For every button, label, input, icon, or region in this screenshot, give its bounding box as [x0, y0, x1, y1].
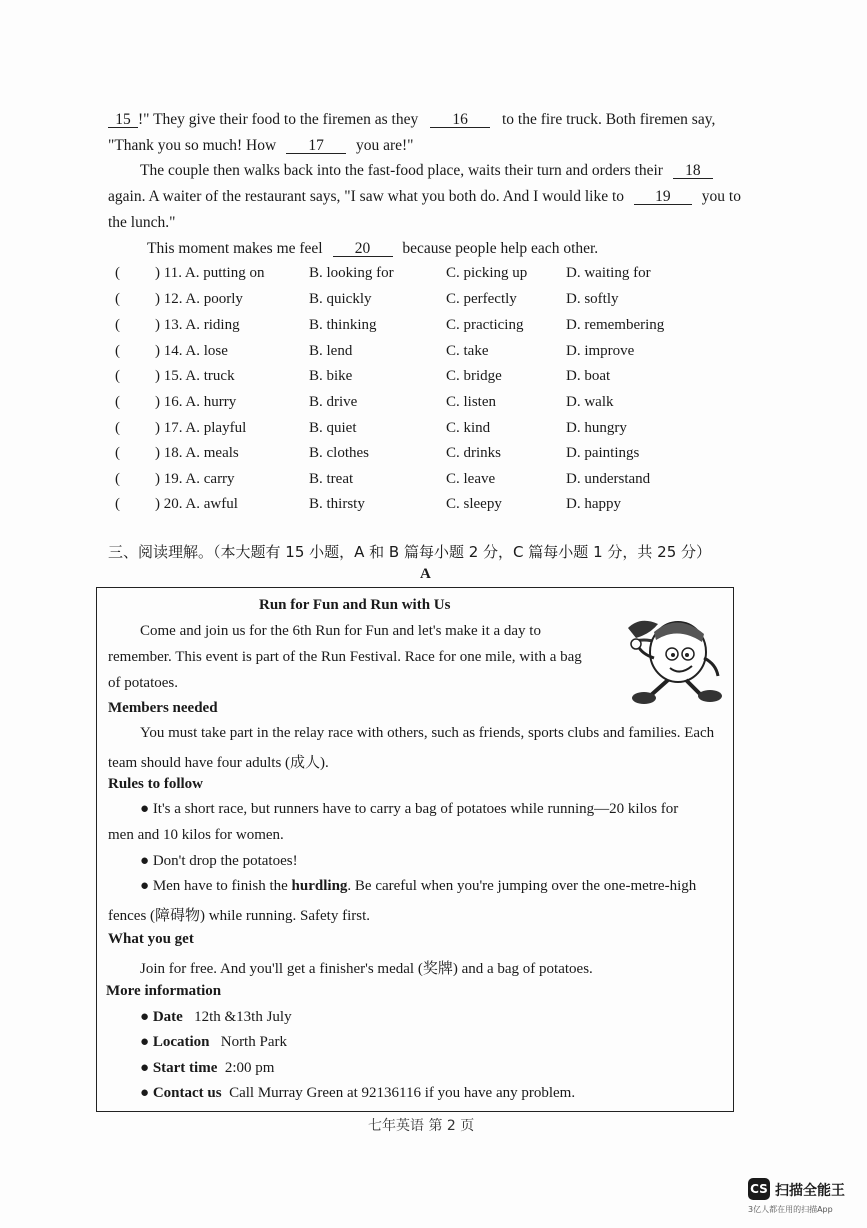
answer-bracket[interactable]: (: [115, 394, 120, 410]
info-label: Location: [152, 1034, 210, 1050]
bullet-icon: ●: [140, 1060, 150, 1076]
info-label: Contact us: [152, 1085, 222, 1101]
answer-bracket[interactable]: (: [115, 445, 120, 461]
option-c: C. practicing: [446, 317, 524, 333]
info-start-time: [140, 1060, 274, 1077]
bullet-icon: ●: [140, 853, 150, 869]
question-number: ) 15. A. truck: [155, 368, 235, 384]
option-b: B. thinking: [309, 317, 377, 333]
passage-line-1: [108, 111, 715, 129]
question-number: ) 14. A. lose: [155, 343, 228, 359]
question-number: ) 19. A. carry: [155, 471, 235, 487]
heading-what-you-get: What you get: [108, 931, 194, 947]
option-c: C. listen: [446, 394, 497, 410]
rule-text: . Be careful when you're jumping over the one-metre-high: [347, 878, 697, 894]
option-b: B. quickly: [309, 291, 372, 307]
passage-text: because people help each other.: [402, 240, 599, 257]
blank-17: 17: [286, 138, 346, 154]
option-b: B. thirsty: [309, 496, 365, 512]
answer-bracket[interactable]: (: [115, 471, 120, 487]
question-number: ) 20. A. awful: [155, 496, 238, 512]
info-location: [140, 1034, 287, 1051]
option-c: C. leave: [446, 471, 496, 487]
option-d: D. hungry: [566, 420, 627, 436]
members-line-2: team should have four adults (成人).: [108, 755, 329, 771]
bullet-icon: ●: [140, 801, 150, 817]
option-d: D. walk: [566, 394, 614, 410]
option-b: B. clothes: [309, 445, 369, 461]
answer-bracket[interactable]: (: [115, 496, 120, 512]
option-c: C. kind: [446, 420, 491, 436]
section-heading: 三、阅读理解。（本大题有 15 小题，A 和 B 篇每小题 2 分，C 篇每小题 1 分，共 25 分）: [108, 543, 712, 561]
running-potato-icon: [620, 598, 728, 710]
question-number: ) 13. A. riding: [155, 317, 240, 333]
part-label: A: [420, 566, 431, 582]
heading-rules: Rules to follow: [108, 776, 203, 792]
option-c: C. drinks: [446, 445, 502, 461]
option-d: D. remembering: [566, 317, 665, 333]
info-date: [140, 1009, 292, 1026]
blank-15: 15: [108, 112, 138, 128]
answer-bracket[interactable]: (: [115, 343, 120, 359]
answer-bracket[interactable]: (: [115, 265, 120, 281]
question-number: ) 12. A. poorly: [155, 291, 243, 307]
info-value: 12th &13th July: [194, 1009, 292, 1025]
intro-line-1: Come and join us for the 6th Run for Fun and let's make it a day to: [140, 623, 541, 639]
passage-text: "Thank you so much! How: [108, 137, 277, 154]
intro-line-2: remember. This event is part of the Run Festival. Race for one mile, with a bag: [108, 649, 582, 665]
info-label: Date: [152, 1009, 183, 1025]
info-value: Call Murray Green at 92136116 if you have any problem.: [229, 1085, 576, 1101]
blank-18: 18: [673, 163, 713, 179]
passage-text: This moment makes me feel: [147, 240, 323, 257]
bullet-icon: ●: [140, 1009, 150, 1025]
members-line-1: You must take part in the relay race with others, such as friends, sports clubs and families. Each: [140, 725, 715, 741]
question-number: ) 18. A. meals: [155, 445, 239, 461]
info-value: 2:00 pm: [224, 1060, 275, 1076]
heading-more-info: More information: [106, 983, 222, 999]
answer-bracket[interactable]: (: [115, 317, 120, 333]
option-d: D. improve: [566, 343, 635, 359]
rule-text: Men have to finish the: [152, 878, 288, 894]
rule-3-cont: fences (障碍物) while running. Safety first.: [108, 908, 371, 924]
camscanner-tagline: 3亿人都在用的扫描App: [748, 1205, 833, 1214]
option-d: D. happy: [566, 496, 621, 512]
passage-line-6: [147, 240, 598, 258]
passage-line-3: [140, 162, 713, 180]
bullet-icon: ●: [140, 878, 150, 894]
passage-line-2: [108, 137, 414, 155]
blank-19: 19: [634, 189, 692, 205]
notice-title: Run for Fun and Run with Us: [259, 597, 451, 613]
option-c: C. picking up: [446, 265, 528, 281]
passage-text: !" They give their food to the firemen as they: [138, 111, 419, 128]
camscanner-name: 扫描全能王: [775, 1183, 845, 1199]
answer-bracket[interactable]: (: [115, 420, 120, 436]
option-d: D. paintings: [566, 445, 640, 461]
option-b: B. looking for: [309, 265, 394, 281]
option-c: C. perfectly: [446, 291, 517, 307]
passage-line-4: [108, 188, 741, 206]
option-b: B. quiet: [309, 420, 357, 436]
passage-text: you to: [701, 188, 741, 205]
answer-bracket[interactable]: (: [115, 368, 120, 384]
option-c: C. bridge: [446, 368, 502, 384]
option-d: D. waiting for: [566, 265, 651, 281]
bullet-icon: ●: [140, 1085, 150, 1101]
info-contact: [140, 1085, 575, 1102]
option-c: C. sleepy: [446, 496, 502, 512]
option-b: B. lend: [309, 343, 353, 359]
bullet-icon: ●: [140, 1034, 150, 1050]
blank-20: 20: [333, 241, 393, 257]
heading-members: Members needed: [108, 700, 218, 716]
option-c: C. take: [446, 343, 489, 359]
get-line-1: Join for free. And you'll get a finisher's medal (奖牌) and a bag of potatoes.: [140, 961, 593, 977]
question-number: ) 11. A. putting on: [155, 265, 265, 281]
info-value: North Park: [220, 1034, 287, 1050]
rule-1-cont: men and 10 kilos for women.: [108, 827, 284, 843]
passage-line-5: the lunch.": [108, 214, 176, 231]
camscanner-logo-icon: CS: [748, 1178, 770, 1200]
option-d: D. understand: [566, 471, 651, 487]
page-footer: 七年英语 第 2 页: [368, 1118, 475, 1134]
rule-keyword: hurdling: [291, 878, 348, 894]
rule-3: [140, 878, 696, 895]
blank-16: 16: [430, 112, 490, 128]
passage-text: to the fire truck. Both firemen say,: [501, 111, 716, 128]
option-b: B. treat: [309, 471, 354, 487]
rule-text: Don't drop the potatoes!: [152, 853, 298, 869]
intro-line-3: of potatoes.: [108, 675, 178, 691]
question-number: ) 17. A. playful: [155, 420, 247, 436]
rule-text: It's a short race, but runners have to carry a bag of potatoes while running—20 kilos for: [152, 801, 679, 817]
question-number: ) 16. A. hurry: [155, 394, 237, 410]
info-label: Start time: [152, 1060, 218, 1076]
option-b: B. bike: [309, 368, 353, 384]
option-d: D. softly: [566, 291, 619, 307]
answer-bracket[interactable]: (: [115, 291, 120, 307]
option-b: B. drive: [309, 394, 358, 410]
option-d: D. boat: [566, 368, 611, 384]
rule-2: [140, 853, 298, 870]
passage-text: again. A waiter of the restaurant says, "I saw what you both do. And I would like to: [108, 188, 625, 205]
passage-text: you are!": [355, 137, 414, 154]
rule-1: [140, 801, 678, 818]
passage-text: The couple then walks back into the fast-food place, waits their turn and orders their: [140, 162, 663, 179]
